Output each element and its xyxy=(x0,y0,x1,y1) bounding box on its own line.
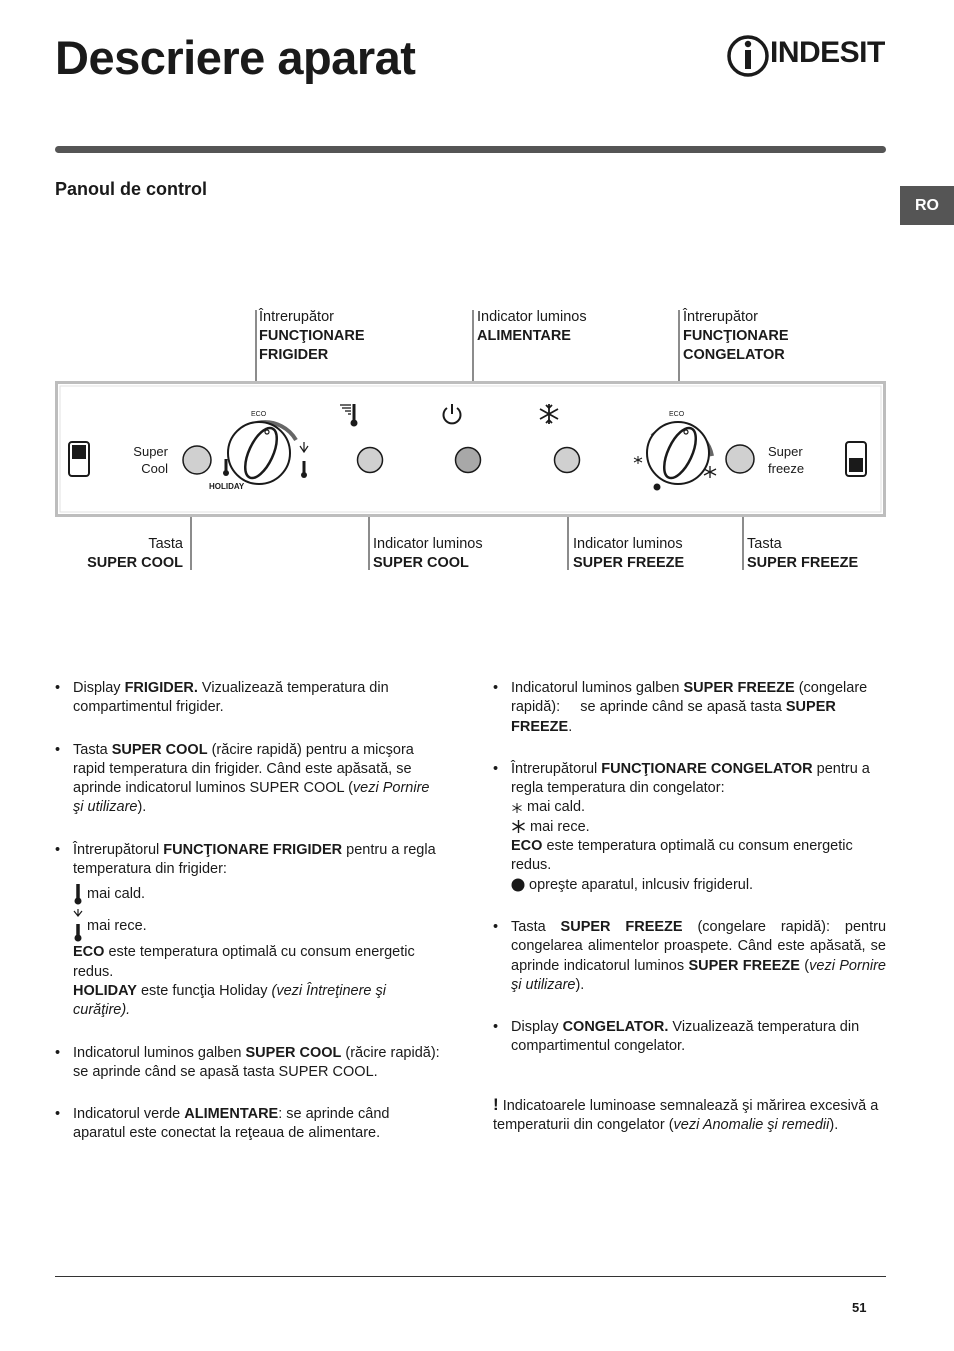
list-item: • Întrerupătorul FUNCŢIONARE CONGELATOR pentru a regla temperatura din congelator: mai cald. mai rece. ECO este temperatura optimală cu consum energetic redus. opreşte aparatul, inlcusiv frigiderul. xyxy=(493,760,886,895)
freezer-display xyxy=(845,441,867,477)
super-cool-indicator xyxy=(354,444,386,476)
language-tab: RO xyxy=(900,186,954,225)
snowflake-icon xyxy=(537,402,561,426)
fridge-display xyxy=(68,441,90,477)
page-number: 51 xyxy=(852,1300,867,1315)
list-item: • Display CONGELATOR. Vizualizează temperatura din compartimentul congelator. xyxy=(493,1018,886,1057)
snowflake-small-icon xyxy=(511,802,523,814)
thermometer-cold-icon xyxy=(300,442,308,478)
super-cool-icon xyxy=(339,402,363,428)
label-super-cool-indicator: Indicator luminos SUPER COOL xyxy=(373,536,483,571)
freezer-thermostat-knob[interactable] xyxy=(628,406,728,496)
snowflake-small-warm-icon xyxy=(634,456,642,464)
power-indicator xyxy=(452,444,484,476)
label-freezer-switch: Întrerupător FUNCŢIONARE CONGELATOR xyxy=(683,309,789,363)
label-super-freeze-key: Tasta SUPER FREEZE xyxy=(747,536,859,571)
footer-rule xyxy=(55,1276,886,1277)
list-item: • Display FRIGIDER. Vizualizează temperatura din compartimentul frigider. xyxy=(55,679,440,718)
brand-name: INDESIT xyxy=(770,36,885,69)
list-item: • Indicatorul luminos galben SUPER COOL (răcire rapidă): se aprinde când se apasă tasta SUPER COOL. xyxy=(55,1044,440,1083)
right-column xyxy=(493,679,886,1080)
eco-label-freezer: ECO xyxy=(669,411,685,418)
off-dot-icon xyxy=(511,878,525,892)
thermometer-warm-icon xyxy=(223,459,229,476)
thermometer-cold-icon xyxy=(73,909,83,943)
list-item: • Indicatorul verde ALIMENTARE: se aprinde când aparatul este conectat la reţeaua de alimentare. xyxy=(55,1105,440,1144)
list-item: • Întrerupătorul FUNCŢIONARE FRIGIDER pentru a regla temperatura din frigider: mai cald. mai rece. ECO este temperatura optimală cu consum energetic redus. HOLIDAY este funcţia Holiday (vezi Întreţinere şi curăţire). xyxy=(55,841,440,1021)
power-icon xyxy=(441,402,463,426)
list-item: • Tasta SUPER FREEZE (congelare rapidă): pentru congelarea alimentelor proaspete. Când este apăsată, se aprinde indicatorul luminos SUPER FREEZE (vezi Pornire şi utilizare). xyxy=(493,918,886,995)
snowflake-icon xyxy=(511,819,526,834)
label-fridge-switch: Întrerupător FUNCŢIONARE FRIGIDER xyxy=(259,309,365,363)
section-title: Panoul de control xyxy=(55,179,208,199)
holiday-label: HOLIDAY xyxy=(209,482,245,491)
list-item: • Indicatorul luminos galben SUPER FREEZE (congelare rapidă): se aprinde când se apasă tasta SUPER FREEZE. xyxy=(493,679,886,737)
list-item: • Tasta SUPER COOL (răcire rapidă) pentru a micşora rapid temperatura din frigider. Când este apăsată, se aprinde indicatorul luminos SUPER COOL (vezi Pornire şi utilizare). xyxy=(55,741,440,818)
warning-note: ! Indicatoarele luminoase semnalează şi mărirea excesivă a temperaturii din congelator (vezi Anomalie şi remedii). xyxy=(493,1095,879,1134)
super-freeze-indicator xyxy=(551,444,583,476)
thermometer-warm-icon xyxy=(73,883,83,905)
label-power-indicator: Indicator luminos ALIMENTARE xyxy=(477,309,587,344)
page-title: Descriere aparat xyxy=(55,31,416,84)
label-super-cool-key: Tasta SUPER COOL xyxy=(87,536,183,571)
super-freeze-button[interactable] xyxy=(725,444,757,476)
eco-label-fridge: ECO xyxy=(251,411,267,418)
label-super-freeze-indicator: Indicator luminos SUPER FREEZE xyxy=(573,536,685,571)
super-cool-button[interactable] xyxy=(181,444,213,476)
left-column xyxy=(55,679,440,1167)
super-cool-panel-label: Super Cool xyxy=(133,444,168,476)
super-freeze-panel-label: Super freeze xyxy=(768,444,805,476)
off-dot-icon xyxy=(654,484,661,491)
